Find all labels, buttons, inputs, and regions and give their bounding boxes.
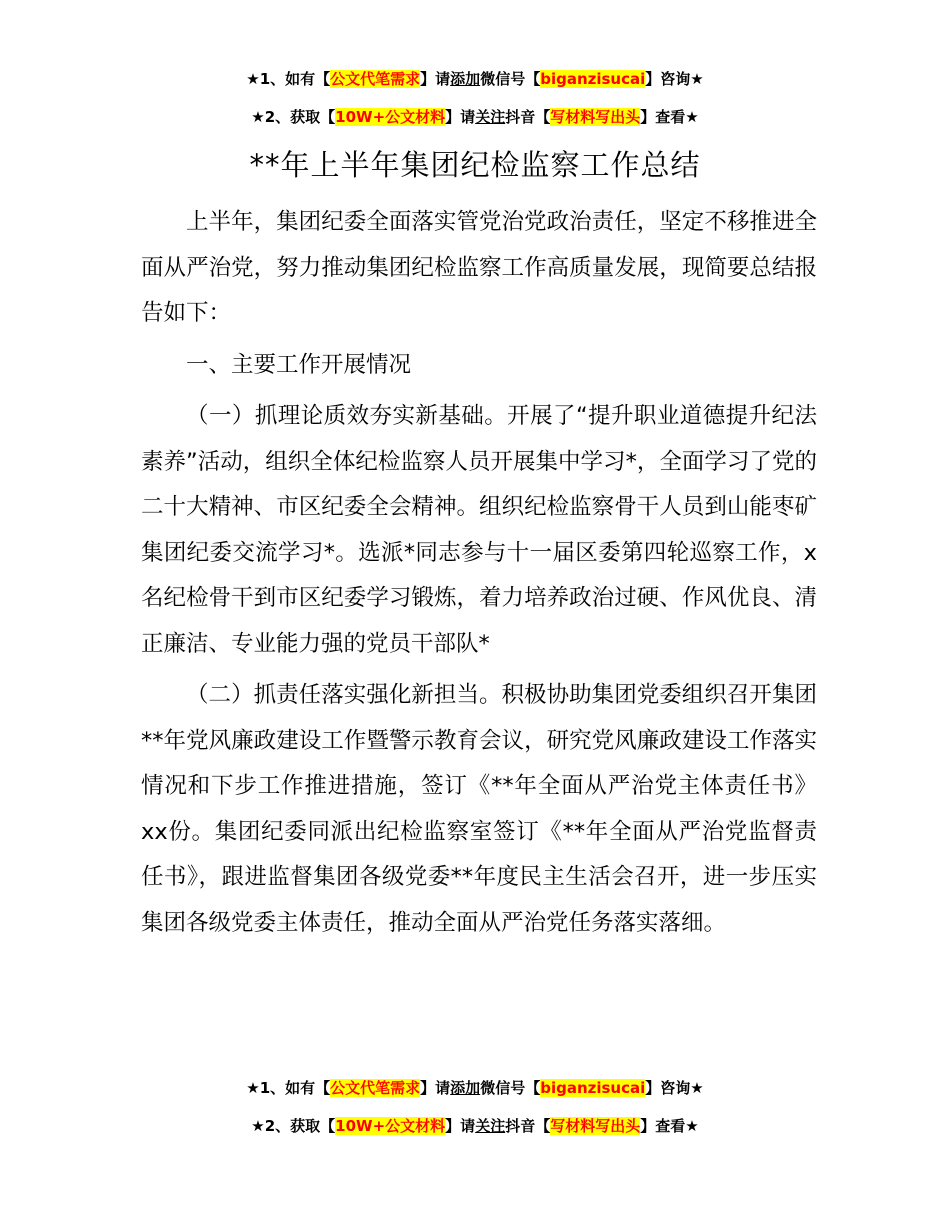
banner-emphasis: 关注 bbox=[475, 1117, 506, 1135]
intro-paragraph: 上半年，集团纪委全面落实管党治党政治责任，坚定不移推进全面从严治党，努力推动集团纪检监察工作高质量发展，现简要总结报告如下： bbox=[141, 209, 817, 326]
star-icon: ★ bbox=[690, 1079, 704, 1097]
bottom-banner-line-1 bbox=[0, 1077, 950, 1099]
banner-text: 】查看 bbox=[640, 1117, 686, 1135]
document-body bbox=[141, 200, 817, 952]
star-icon: ★ bbox=[251, 108, 265, 126]
wechat-id-highlight: biganzisucai bbox=[540, 70, 646, 88]
banner-highlight: 10W+公文材料 bbox=[335, 108, 446, 126]
banner-highlight: 公文代笔需求 bbox=[330, 1079, 421, 1097]
star-icon: ★ bbox=[685, 1117, 699, 1135]
douyin-highlight: 写材料写出头 bbox=[550, 1117, 641, 1135]
banner-text: 】查看 bbox=[640, 108, 686, 126]
banner-text: 】请 bbox=[420, 70, 451, 88]
banner-text: 抖音【 bbox=[505, 1117, 551, 1135]
banner-text: 抖音【 bbox=[505, 108, 551, 126]
star-icon: ★ bbox=[246, 1079, 260, 1097]
banner-text: 】咨询 bbox=[645, 1079, 691, 1097]
star-icon: ★ bbox=[246, 70, 260, 88]
bottom-banner-line-2 bbox=[0, 1115, 950, 1137]
banner-text: 】请 bbox=[445, 1117, 476, 1135]
body-paragraph: （二）抓责任落实强化新担当。积极协助集团党委组织召开集团**年党风廉政建设工作暨警示教育会议，研究党风廉政建设工作落实情况和下步工作推进措施，签订《**年全面从严治党主体责任书》xx份。集团纪委同派出纪检监察室签订《**年全面从严治党监督责任书》，跟进监督集团各级党委**年度民主生活会召开，进一步压实集团各级党委主体责任，推动全面从严治党任务落实落细。 bbox=[141, 682, 817, 936]
banner-emphasis: 关注 bbox=[475, 108, 506, 126]
star-icon: ★ bbox=[690, 70, 704, 88]
document-title: **年上半年集团纪检监察工作总结 bbox=[249, 148, 701, 182]
banner-text: 】咨询 bbox=[645, 70, 691, 88]
top-banner-line-2 bbox=[0, 106, 950, 128]
star-icon: ★ bbox=[251, 1117, 265, 1135]
banner-text: 】请 bbox=[420, 1079, 451, 1097]
banner-highlight: 10W+公文材料 bbox=[335, 1117, 446, 1135]
banner-text: 微信号【 bbox=[480, 70, 541, 88]
banner-text: 1、如有【 bbox=[259, 70, 331, 88]
banner-emphasis: 添加 bbox=[450, 1079, 481, 1097]
banner-text: 2、获取【 bbox=[264, 1117, 336, 1135]
top-banner-line-1 bbox=[0, 68, 950, 90]
banner-highlight: 公文代笔需求 bbox=[330, 70, 421, 88]
banner-emphasis: 添加 bbox=[450, 70, 481, 88]
banner-text: 微信号【 bbox=[480, 1079, 541, 1097]
banner-text: 1、如有【 bbox=[259, 1079, 331, 1097]
douyin-highlight: 写材料写出头 bbox=[550, 108, 641, 126]
wechat-id-highlight: biganzisucai bbox=[540, 1079, 646, 1097]
star-icon: ★ bbox=[685, 108, 699, 126]
banner-text: 2、获取【 bbox=[264, 108, 336, 126]
section-heading: 一、主要工作开展情况 bbox=[186, 351, 412, 378]
body-paragraph: （一）抓理论质效夯实新基础。开展了“提升职业道德提升纪法素养”活动，组织全体纪检监察人员开展集中学习*，全面学习了党的二十大精神、市区纪委全会精神。组织纪检监察骨干人员到山能枣矿集团纪委交流学习*。选派*同志参与十一届区委第四轮巡察工作，x名纪检骨干到市区纪委学习锻炼，着力培养政治过硬、作风优良、清正廉洁、专业能力强的党员干部队* bbox=[141, 403, 817, 657]
banner-text: 】请 bbox=[445, 108, 476, 126]
